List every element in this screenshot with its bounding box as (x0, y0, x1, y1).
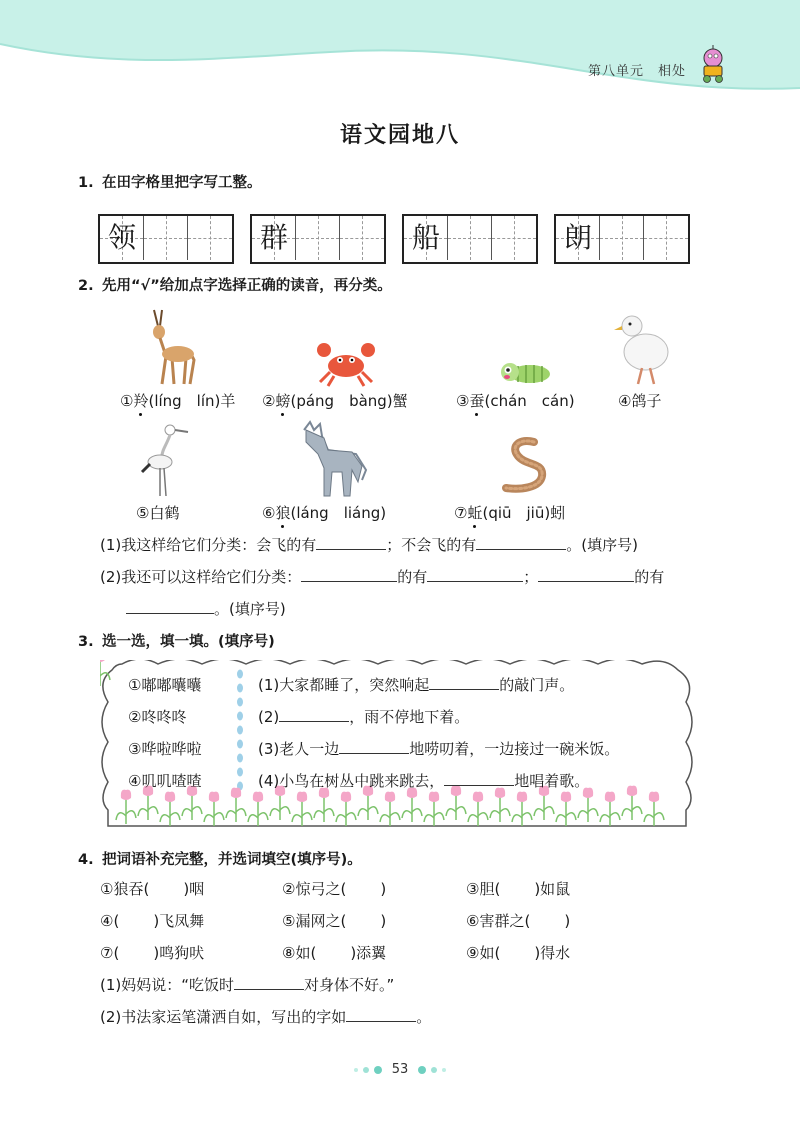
q2-sub1-text-a: (1)我这样给它们分类：会飞的有 (100, 536, 317, 554)
animal-index: ⑥ (262, 504, 276, 522)
q2-sub1 (100, 534, 638, 555)
q2-heading (78, 274, 392, 295)
unit-label: 第八单元 相处 (588, 64, 687, 79)
tianzige-group-4[interactable] (554, 214, 690, 264)
pinyin-choices[interactable]: (páng bàng) (290, 392, 393, 410)
q2-sub2-text-a: (2)我还可以这样给它们分类： (100, 568, 302, 586)
idiom-item[interactable] (100, 878, 204, 899)
animal-rest: 鸽子 (631, 392, 662, 410)
idiom-item[interactable] (282, 878, 386, 899)
tianzige-cell (100, 216, 144, 260)
idiom-blank[interactable] (500, 880, 534, 894)
idiom-pre: ⑥害群之( (466, 912, 531, 930)
q4-prompt: 把词语补充完整，并选词填空(填序号)。 (102, 852, 362, 868)
animal-index: ⑤ (136, 504, 150, 522)
q4-number: 4. (78, 852, 94, 868)
tianzige-cell[interactable] (600, 216, 644, 260)
q1-heading (78, 171, 262, 192)
q4-sub1-post: 对身体不好。” (304, 976, 395, 994)
model-char: 领 (107, 221, 136, 254)
idiom-pre: ⑤漏网之( (282, 912, 347, 930)
dotted-char: 狼 (275, 504, 291, 522)
droplet-divider-icon (237, 670, 243, 791)
q3-option: ②咚咚咚 (128, 708, 187, 726)
animal-item (136, 502, 179, 523)
animal-rest: 白鹤 (149, 504, 180, 522)
answer-blank[interactable] (429, 675, 499, 690)
idiom-pre: ②惊弓之( (282, 880, 347, 898)
q3-prompt: 选一选，填一填。(填序号) (102, 634, 275, 650)
q2-sub2-text-d: 的有 (634, 568, 665, 586)
silkworm-icon (498, 356, 552, 388)
dotted-char: 蚕 (469, 392, 485, 410)
tianzige-cell (404, 216, 448, 260)
answer-blank[interactable] (126, 599, 214, 614)
dotted-char: 羚 (133, 392, 149, 410)
q4-sub2-post: 。 (416, 1008, 432, 1026)
q4-sub2-pre: (2)书法家运笔潇洒自如，写出的字如 (100, 1008, 347, 1026)
q2-prompt: 先用“√”给加点字选择正确的读音，再分类。 (102, 278, 392, 294)
wolf-icon (296, 420, 372, 498)
tianzige-cell[interactable] (448, 216, 492, 260)
animal-item[interactable] (454, 502, 565, 523)
animal-rest: 羊 (220, 392, 236, 410)
tianzige-cell[interactable] (644, 216, 688, 260)
answer-blank[interactable] (427, 567, 523, 582)
idiom-pre: ④( (100, 912, 120, 930)
animal-item[interactable] (262, 502, 386, 523)
idiom-pre: ⑦( (100, 944, 120, 962)
q2-number: 2. (78, 278, 94, 294)
idiom-item[interactable] (100, 910, 204, 931)
q3-sentence-pre: (2) (258, 708, 280, 726)
antelope-icon (140, 304, 204, 388)
idiom-item[interactable] (100, 942, 204, 963)
idiom-item[interactable] (466, 942, 570, 963)
dotted-char: 蚯 (467, 504, 483, 522)
idiom-item[interactable] (466, 910, 570, 931)
idiom-pre: ③胆( (466, 880, 501, 898)
tianzige-group-1[interactable] (98, 214, 234, 264)
idiom-item[interactable] (282, 942, 386, 963)
q4-sub1 (100, 974, 394, 995)
q2-sub2-cont (126, 598, 286, 619)
animal-index: ⑦ (454, 504, 468, 522)
tianzige-group-3[interactable] (402, 214, 538, 264)
q3-number: 3. (78, 634, 94, 650)
q3-option: ①嘟嘟囔囔 (128, 676, 202, 694)
idiom-post: ) (564, 912, 571, 930)
idiom-post: )添翼 (350, 944, 387, 962)
answer-blank[interactable] (301, 567, 397, 582)
q3-option: ④叽叽喳喳 (128, 772, 202, 790)
q3-sentence-post: ，雨不停地下着。 (349, 708, 470, 726)
animal-item (618, 390, 661, 411)
q1-prompt: 在田字格里把字写工整。 (102, 175, 262, 191)
pinyin-choices[interactable]: (chán cán) (484, 392, 575, 410)
q3-sentence-pre: (3)老人一边 (258, 740, 340, 758)
idiom-post: )咽 (183, 880, 205, 898)
q4-sub1-pre: (1)妈妈说：“吃饭时 (100, 976, 235, 994)
page-dots-right-icon (414, 1064, 448, 1076)
tianzige-cell[interactable] (340, 216, 384, 260)
q3-sentence-post: 地唱着歌。 (514, 772, 590, 790)
tianzige-cell[interactable] (188, 216, 232, 260)
animal-index: ③ (456, 392, 470, 410)
q3-heading (78, 630, 275, 651)
header-band (0, 0, 800, 110)
answer-blank[interactable] (476, 535, 566, 550)
answer-blank[interactable] (316, 535, 386, 550)
answer-blank[interactable] (346, 1007, 416, 1022)
q3-sentence (258, 674, 574, 695)
animal-index: ④ (618, 392, 632, 410)
pinyin-choices[interactable]: (láng liáng) (290, 504, 387, 522)
idiom-post: ) (380, 912, 387, 930)
page-title: 语文园地八 (339, 123, 460, 148)
idiom-post: )鸣狗吠 (153, 944, 205, 962)
q3-sentence-post: 的敲门声。 (499, 676, 575, 694)
model-char: 群 (259, 221, 288, 254)
q4-sub2 (100, 1006, 431, 1027)
model-char: 朗 (563, 221, 592, 254)
dotted-char: 螃 (275, 392, 291, 410)
idiom-blank[interactable] (346, 880, 380, 894)
q2-sub2 (100, 566, 664, 587)
robot-mascot-icon (696, 44, 730, 84)
idiom-post: ) (380, 880, 387, 898)
animal-item[interactable] (120, 390, 235, 411)
idiom-post: )飞凤舞 (153, 912, 205, 930)
idiom-blank[interactable] (346, 912, 380, 926)
animal-item[interactable] (456, 390, 575, 411)
animal-rest: 蟹 (392, 392, 408, 410)
q3-sentence (258, 770, 589, 791)
q2-sub1-text-b: ；不会飞的有 (386, 536, 477, 554)
idiom-blank[interactable] (149, 880, 183, 894)
answer-blank[interactable] (339, 739, 409, 754)
answer-blank[interactable] (538, 567, 634, 582)
tianzige-cell[interactable] (144, 216, 188, 260)
idiom-pre: ⑨如( (466, 944, 501, 962)
model-char: 船 (411, 221, 440, 254)
pinyin-choices[interactable]: (líng lín) (148, 392, 221, 410)
idiom-item[interactable] (466, 878, 570, 899)
q2-sub2-text-b: 的有 (397, 568, 428, 586)
q3-sentence-post: 地唠叨着，一边接过一碗米饭。 (409, 740, 620, 758)
q3-sentence (258, 706, 469, 727)
idiom-pre: ①狼吞( (100, 880, 150, 898)
crane-icon (140, 422, 190, 498)
answer-blank[interactable] (279, 707, 349, 722)
idiom-post: )得水 (534, 944, 571, 962)
q2-sub2-text-c: ； (523, 568, 539, 586)
animal-item[interactable] (262, 390, 408, 411)
tianzige-cell[interactable] (492, 216, 536, 260)
tianzige-cell (556, 216, 600, 260)
q3-sentence-pre: (4)小鸟在树丛中跳来跳去， (258, 772, 445, 790)
q4-heading (78, 848, 362, 869)
page-number: 53 (391, 1062, 409, 1077)
q3-sentence (258, 738, 619, 759)
idiom-blank[interactable] (119, 944, 153, 958)
pigeon-icon (612, 306, 676, 388)
earthworm-icon (500, 434, 560, 498)
tianzige-group-2[interactable] (250, 214, 386, 264)
pinyin-choices[interactable]: (qiū jiū) (482, 504, 551, 522)
q1-number: 1. (78, 175, 94, 191)
crab-icon (314, 338, 378, 388)
animal-index: ② (262, 392, 276, 410)
idiom-blank[interactable] (316, 944, 350, 958)
tianzige-cell[interactable] (296, 216, 340, 260)
tianzige-cell (252, 216, 296, 260)
idiom-blank[interactable] (530, 912, 564, 926)
q3-option: ③哗啦哗啦 (128, 740, 202, 758)
idiom-blank[interactable] (500, 944, 534, 958)
answer-blank[interactable] (234, 975, 304, 990)
idiom-item[interactable] (282, 910, 386, 931)
q3-sentence-pre: (1)大家都睡了，突然响起 (258, 676, 430, 694)
idiom-pre: ⑧如( (282, 944, 317, 962)
idiom-post: )如鼠 (534, 880, 571, 898)
animal-rest: 蚓 (550, 504, 566, 522)
q2-sub2-text-e: 。(填序号) (214, 600, 286, 618)
answer-blank[interactable] (444, 771, 514, 786)
animal-index: ① (120, 392, 134, 410)
q2-sub1-text-c: 。(填序号) (566, 536, 638, 554)
idiom-blank[interactable] (119, 912, 153, 926)
